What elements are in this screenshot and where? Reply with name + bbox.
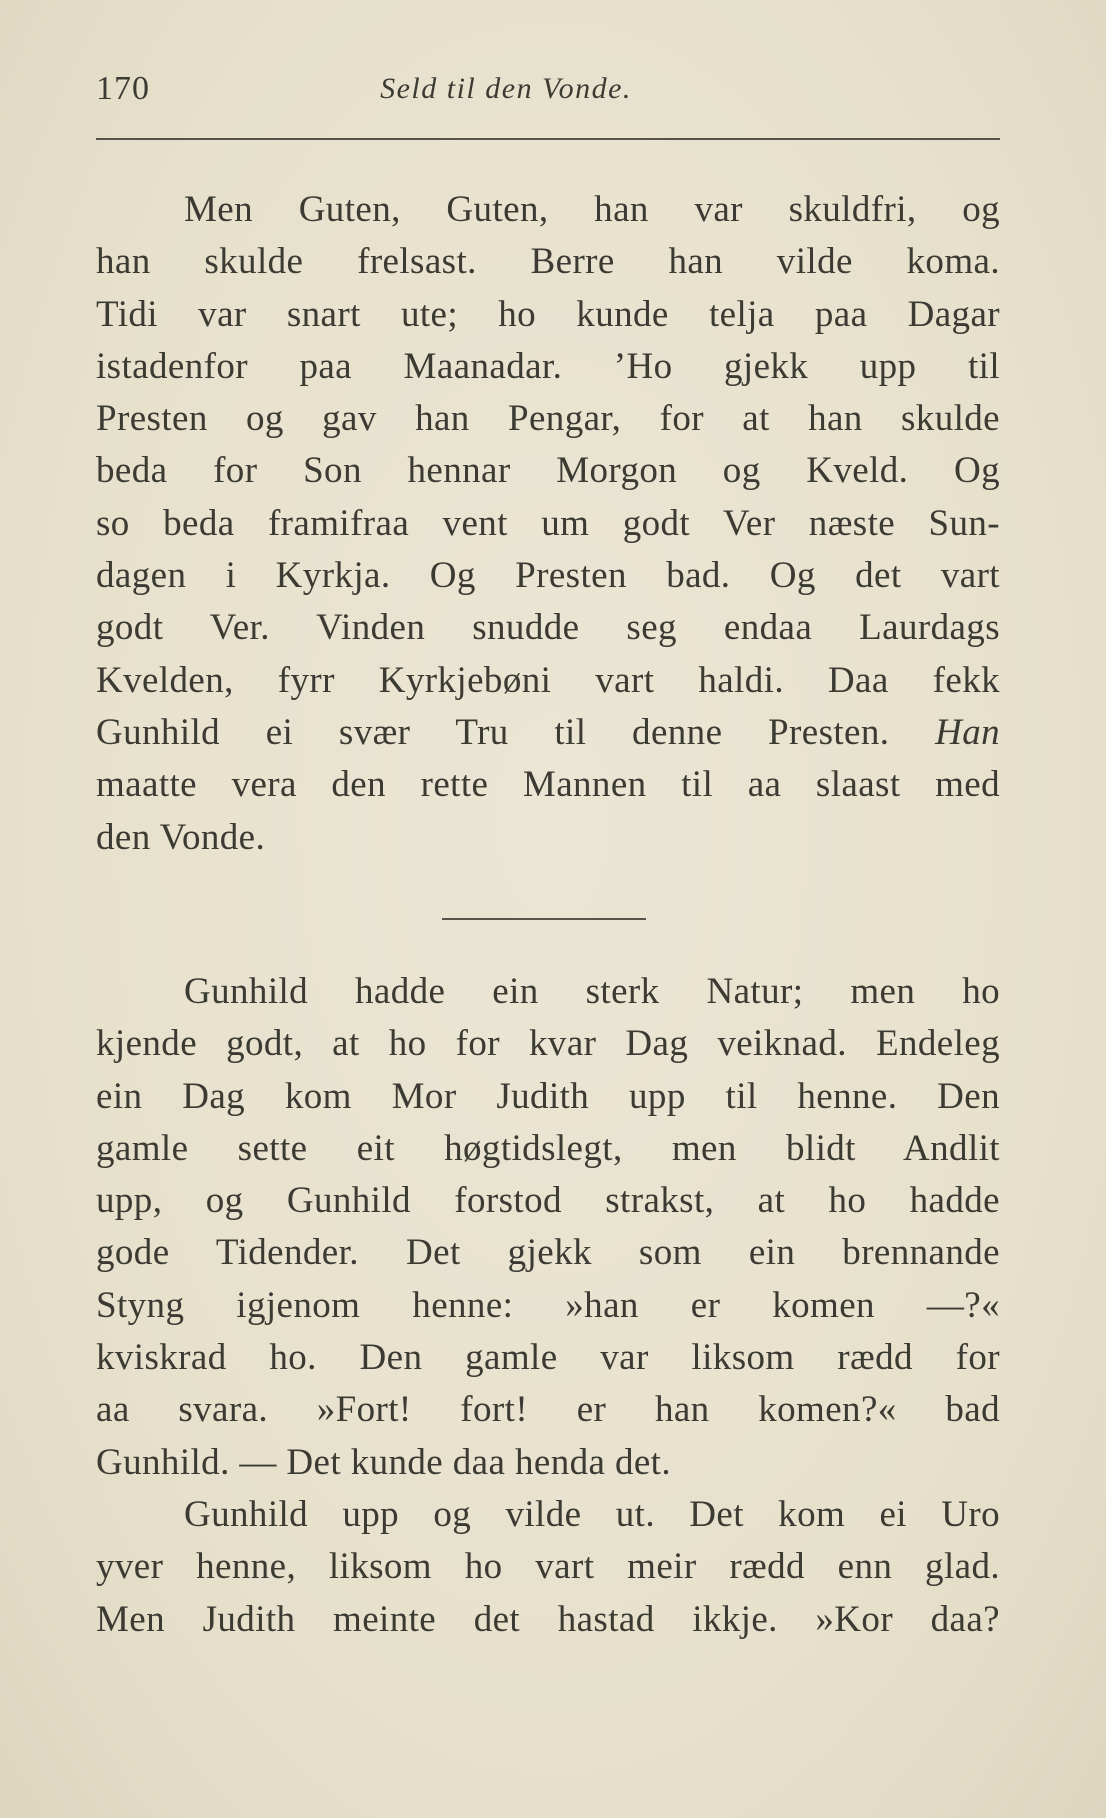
text-line: Men Judith meinte det hastad ikkje. »Kor daa? (96, 1598, 1000, 1640)
text-line: Gunhild ei svær Tru til denne Presten. Han (96, 711, 1000, 753)
running-title: Seld til den Vonde. (380, 72, 632, 105)
text-line: gamle sette eit høgtidslegt, men blidt Andlit (96, 1127, 1000, 1169)
text-line: gode Tidender. Det gjekk som ein brennande (96, 1232, 1000, 1274)
text-line: han skulde frelsast. Berre han vilde koma. (96, 241, 1000, 283)
text-line: den Vonde. (96, 816, 266, 858)
text-line: maatte vera den rette Mannen til aa slaast med (96, 764, 1000, 806)
paragraph-2 (96, 966, 1000, 1646)
text-line: dagen i Kyrkja. Og Presten bad. Og det vart (96, 555, 1000, 597)
text-line: godt Ver. Vinden snudde seg endaa Laurdags (96, 607, 1000, 649)
text-line: istadenfor paa Maanadar. ’Ho gjekk upp til (96, 345, 1000, 387)
text-line: aa svara. »Fort! fort! er han komen?« bad (96, 1389, 1000, 1431)
text-line: Presten og gav han Pengar, for at han skulde (96, 398, 1000, 440)
text-line: Men Guten, Guten, han var skuldfri, og (184, 189, 1000, 230)
text-line: Tidi var snart ute; ho kunde telja paa Dagar (96, 293, 1000, 335)
text-line: Gunhild hadde ein sterk Natur; men ho (184, 971, 1000, 1012)
page-number: 170 (96, 70, 150, 107)
text-line: so beda framifraa vent um godt Ver næste Sun- (96, 502, 1000, 544)
text-line: Gunhild upp og vilde ut. Det kom ei Uro (184, 1493, 1000, 1535)
text-line: Gunhild. — Det kunde daa henda det. (96, 1441, 672, 1483)
text-line: kviskrad ho. Den gamle var liksom rædd for (96, 1337, 1000, 1379)
page-header (96, 70, 1000, 120)
text-line: Styng igjenom henne: »han er komen —?« (96, 1284, 1000, 1326)
text-line: ein Dag kom Mor Judith upp til henne. Den (96, 1075, 1000, 1117)
text-line: Kvelden, fyrr Kyrkjebøni vart haldi. Daa fekk (96, 659, 1000, 701)
text-line: upp, og Gunhild forstod strakst, at ho hadde (96, 1180, 1000, 1222)
italic-emphasis: Han (935, 711, 1000, 753)
header-rule (96, 138, 1000, 140)
text-line: kjende godt, at ho for kvar Dag veiknad. Endeleg (96, 1023, 1000, 1065)
paragraph-1 (96, 184, 1000, 864)
section-divider (442, 918, 646, 920)
text-line: yver henne, liksom ho vart meir rædd enn glad. (96, 1546, 1000, 1588)
text-line: beda for Son hennar Morgon og Kveld. Og (96, 450, 1000, 492)
